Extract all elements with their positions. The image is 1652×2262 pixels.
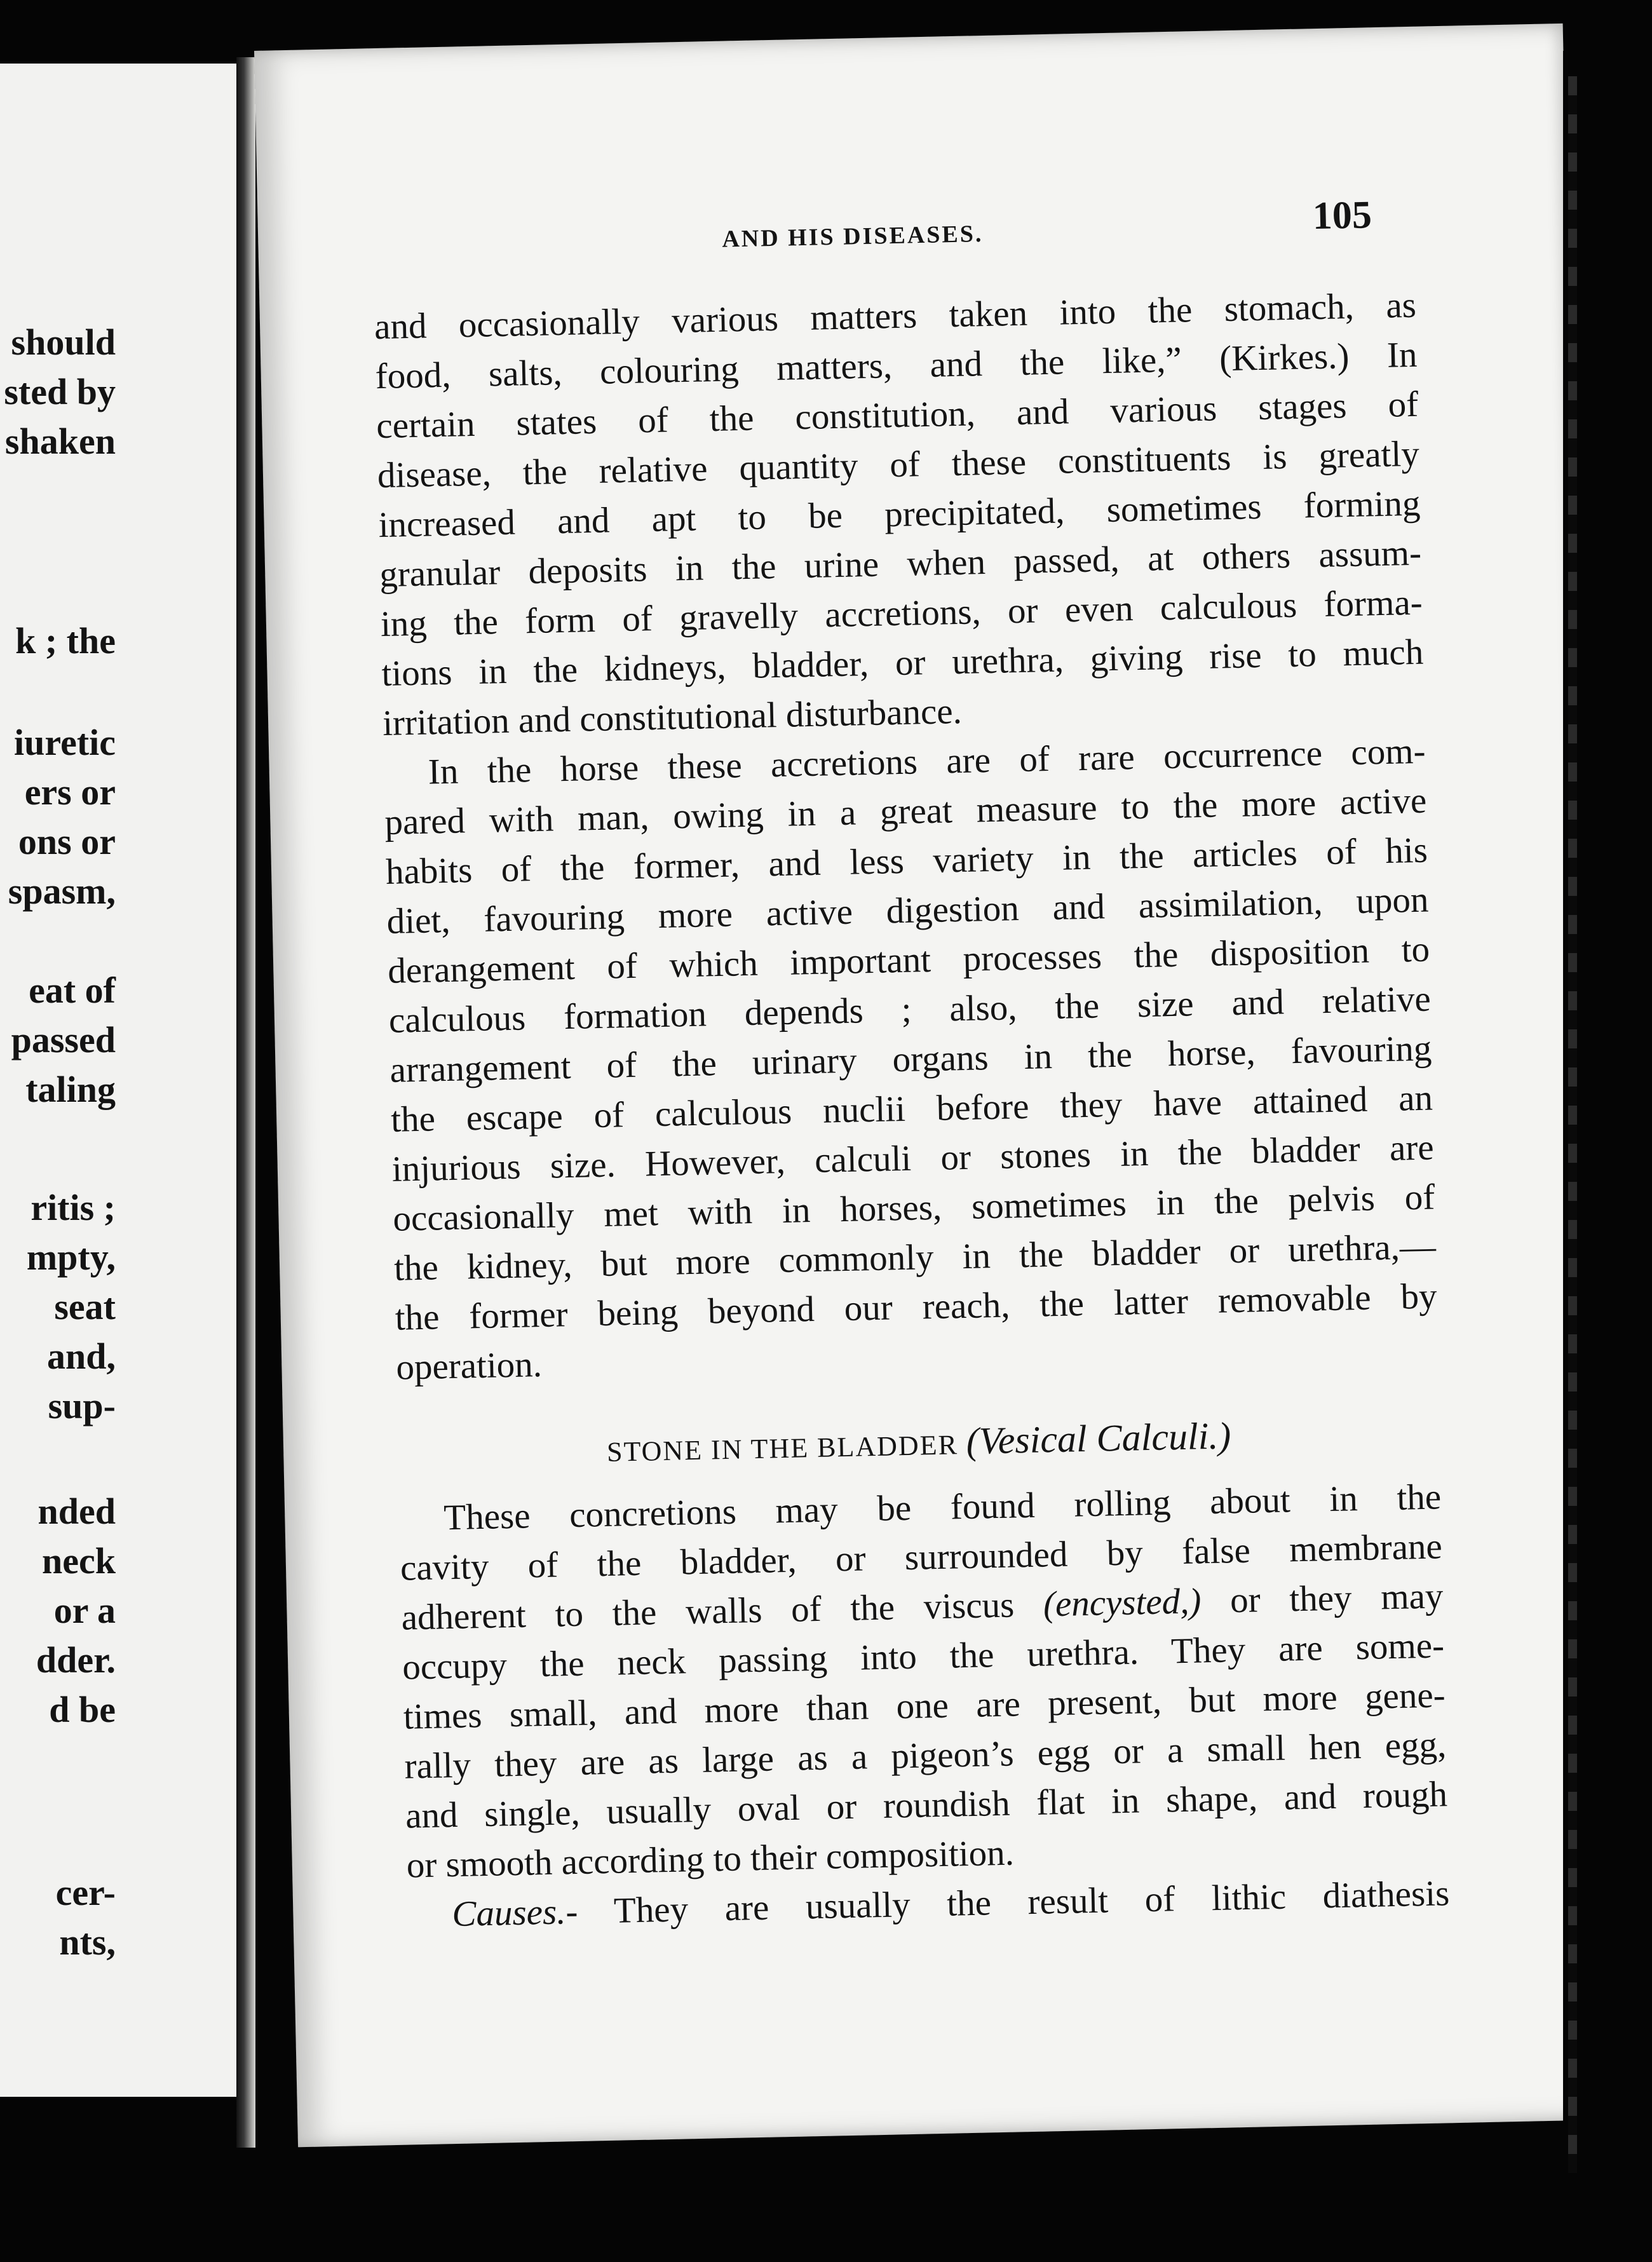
left-fragment: ers or bbox=[24, 771, 116, 813]
left-fragment: and, bbox=[46, 1336, 116, 1377]
causes-label: Causes.- bbox=[451, 1891, 579, 1935]
left-fragment: shaken bbox=[4, 421, 116, 462]
text-line: injurious size. However, calculi or stones in the bladder are bbox=[391, 1127, 1435, 1189]
page-number: 105 bbox=[1312, 193, 1372, 238]
text-line: and single, usually oval or roundish flat in shape, and rough bbox=[405, 1774, 1448, 1836]
left-fragment: nded bbox=[37, 1491, 116, 1532]
page-edge-strip bbox=[1568, 76, 1577, 2173]
text-line: rally they are as large as a pigeon’s egg or a small hen egg, bbox=[403, 1724, 1447, 1787]
text-span: adherent to the walls of the viscus bbox=[401, 1585, 1015, 1638]
left-fragment: mpty, bbox=[26, 1236, 116, 1278]
text-line: These concretions may be found rolling about in the bbox=[443, 1477, 1442, 1538]
left-fragment: eat of bbox=[29, 970, 116, 1011]
italic-term: (encysted,) bbox=[1043, 1581, 1202, 1625]
left-fragment: iuretic bbox=[14, 722, 116, 763]
left-fragment: d be bbox=[49, 1689, 116, 1730]
left-fragment: cer- bbox=[55, 1872, 116, 1913]
left-fragment: sup- bbox=[48, 1385, 116, 1426]
left-fragment: sted by bbox=[4, 371, 116, 412]
left-fragment: k ; the bbox=[15, 620, 116, 661]
text-line: cavity of the bladder, or surrounded by false membrane bbox=[400, 1526, 1443, 1588]
text-span: or they may bbox=[1229, 1576, 1444, 1621]
text-line: ing the form of gravelly accretions, or even calculous forma- bbox=[380, 582, 1423, 645]
text-line: pared with man, owing in a great measure to the more active bbox=[384, 780, 1427, 843]
text-line: the escape of calculous nuclii before they have attained an bbox=[390, 1078, 1433, 1140]
text-line: tions in the kidneys, bladder, or urethra, giving rise to much bbox=[381, 632, 1424, 694]
text-line: and occasionally various matters taken into the stomach, as bbox=[374, 285, 1417, 348]
left-fragment: taling bbox=[25, 1069, 116, 1110]
text-line: habits of the former, and less variety in the articles of his bbox=[385, 830, 1428, 892]
right-page bbox=[254, 24, 1607, 2147]
text-line: occasionally met with in horses, sometimes in the pelvis of bbox=[392, 1177, 1435, 1239]
left-fragment: spasm, bbox=[8, 870, 116, 912]
book-gutter bbox=[236, 57, 255, 2148]
left-fragment: seat bbox=[54, 1286, 116, 1327]
text-line: or smooth according to their composition. bbox=[406, 1832, 1015, 1886]
text-line: granular deposits in the urine when passed, at others assum- bbox=[379, 532, 1422, 595]
text-line: the former being beyond our reach, the latter removable by bbox=[395, 1276, 1438, 1338]
text-line: increased and apt to be precipitated, sometimes forming bbox=[378, 483, 1421, 546]
causes-text: They are usually the result of lithic diathesis bbox=[613, 1873, 1450, 1931]
left-fragment: passed bbox=[11, 1019, 116, 1060]
text-line: derangement of which important processes the disposition to bbox=[387, 929, 1430, 991]
text-line: operation. bbox=[395, 1344, 543, 1388]
text-line: irritation and constitutional disturbance. bbox=[382, 691, 963, 743]
running-head: AND HIS DISEASES. bbox=[721, 220, 984, 253]
left-fragment: should bbox=[11, 322, 116, 363]
text-line: diet, favouring more active digestion and assimilation, upon bbox=[386, 879, 1430, 942]
body-text bbox=[374, 281, 1450, 1940]
left-fragment: nts, bbox=[59, 1921, 116, 1963]
text-line: certain states of the constitution, and various stages of bbox=[376, 384, 1419, 447]
book-edge bbox=[1563, 51, 1652, 2211]
left-fragment: neck bbox=[42, 1540, 116, 1581]
left-page bbox=[0, 64, 240, 2097]
left-fragment: ons or bbox=[18, 821, 116, 862]
left-fragment: ritis ; bbox=[30, 1187, 116, 1228]
text-line: food, salts, colouring matters, and the like,” (Kirkes.) In bbox=[375, 334, 1418, 397]
left-fragment: dder. bbox=[36, 1639, 116, 1681]
left-fragment: or a bbox=[53, 1590, 116, 1631]
text-line: arrangement of the urinary organs in the horse, favouring bbox=[389, 1028, 1432, 1090]
heading-italic: (Vesical Calculi.) bbox=[966, 1414, 1231, 1463]
text-line: times small, and more than one are present, but more gene- bbox=[403, 1675, 1446, 1737]
section-heading bbox=[398, 1409, 1440, 1475]
text-line: In the horse these accretions are of rare occurrence com- bbox=[428, 731, 1426, 792]
text-line: calculous formation depends ; also, the size and relative bbox=[388, 979, 1432, 1041]
heading-caps: STONE IN THE BLADDER bbox=[606, 1429, 959, 1468]
text-line: the kidney, but more commonly in the bladder or urethra,— bbox=[393, 1226, 1437, 1289]
text-line: disease, the relative quantity of these constituents is greatly bbox=[377, 433, 1420, 496]
text-line: occupy the neck passing into the urethra. They are some- bbox=[402, 1625, 1445, 1688]
